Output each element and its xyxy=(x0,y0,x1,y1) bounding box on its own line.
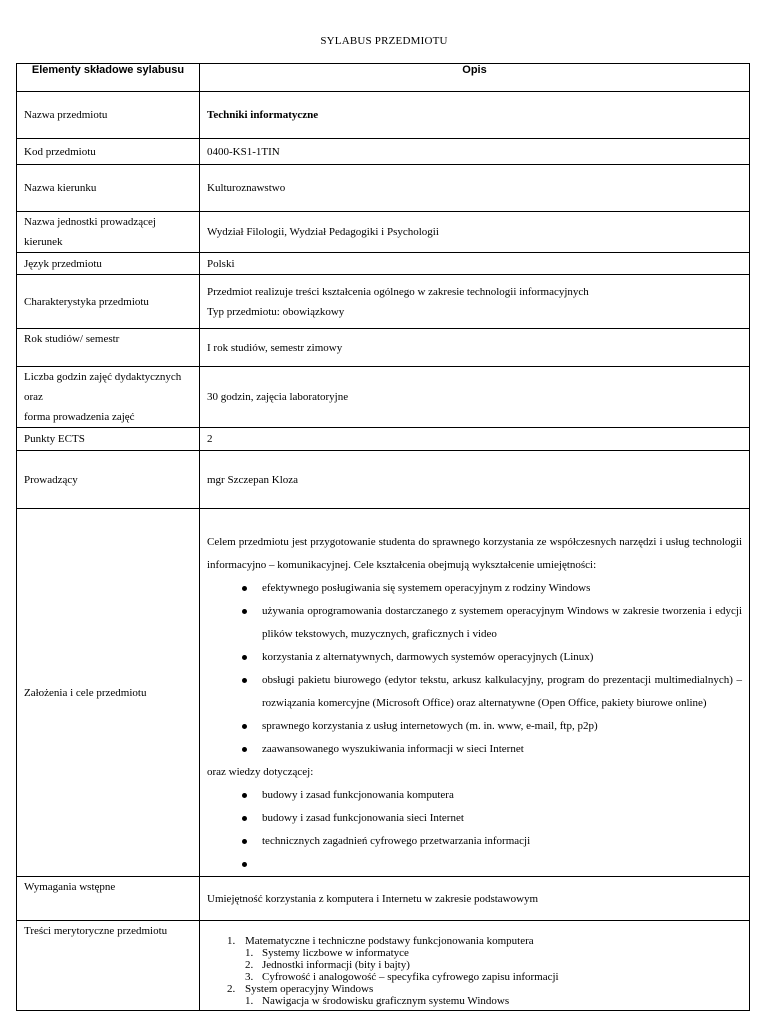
list-item: używania oprogramowania dostarczanego z systemem operacyjnym Windows w zakresie tworzenia i edycji plików tekstowych, muzycznych, graficznych i video xyxy=(242,600,742,646)
unit-label-line2: kierunek xyxy=(24,236,63,248)
value-cell xyxy=(200,165,750,212)
label-cell xyxy=(17,139,200,165)
characteristics-value-line2: Typ przedmiotu: obowiązkowy xyxy=(207,305,345,318)
table-header-row xyxy=(17,64,750,92)
list-item: budowy i zasad funkcjonowania komputera xyxy=(242,784,742,807)
list-item: obsługi pakietu biurowego (edytor tekstu, arkusz kalkulacyjny, program do prezentacji multimedialnych) – rozwiązania komercyjne (Microsoft Office) oraz alternatywne (Open Office, pakiety biurowe online) xyxy=(242,669,742,715)
row-prerequisites xyxy=(17,877,750,921)
unit-value: Wydział Filologii, Wydział Pedagogiki i Psychologii xyxy=(207,226,439,238)
subtopic-number: 3. xyxy=(245,971,254,983)
subtopics-list xyxy=(227,947,749,983)
subtopic-text: Jednostki informacji (bity i bajty) xyxy=(262,959,410,971)
label-cell xyxy=(17,921,200,1011)
value-cell xyxy=(200,329,750,367)
year-semester-label: Rok studiów/ semestr xyxy=(24,333,120,345)
value-cell xyxy=(200,921,750,1011)
language-value: Polski xyxy=(207,257,235,270)
value-cell xyxy=(200,212,750,253)
label-cell xyxy=(17,367,200,428)
label-cell xyxy=(17,428,200,451)
hours-label-line3: forma prowadzenia zajęć xyxy=(24,411,135,423)
list-item: technicznych zagadnień cyfrowego przetwarzania informacji xyxy=(242,830,742,853)
hours-value: 30 godzin, zajęcia laboratoryjne xyxy=(207,391,349,403)
course-name-value: Techniki informatyczne xyxy=(207,109,319,121)
course-name-label: Nazwa przedmiotu xyxy=(24,109,108,121)
label-cell xyxy=(17,509,200,877)
lecturer-label: Prowadzący xyxy=(24,473,78,486)
field-of-study-label: Nazwa kierunku xyxy=(24,182,97,194)
row-ects xyxy=(17,428,750,451)
value-cell xyxy=(200,509,750,877)
row-characteristics xyxy=(17,275,750,329)
list-item xyxy=(242,853,742,876)
label-cell xyxy=(17,165,200,212)
value-cell xyxy=(200,451,750,509)
ects-value: 2 xyxy=(207,433,213,445)
list-item xyxy=(245,971,749,983)
row-lecturer xyxy=(17,451,750,509)
row-content xyxy=(17,921,750,1011)
label-cell xyxy=(17,877,200,921)
field-of-study-value: Kulturoznawstwo xyxy=(207,182,286,194)
list-item: efektywnego posługiwania się systemem operacyjnym z rodziny Windows xyxy=(242,577,742,600)
value-cell xyxy=(200,275,750,329)
subtopics-list xyxy=(227,995,749,1007)
topic-text: Matematyczne i techniczne podstawy funkcjonowania komputera xyxy=(245,935,534,947)
list-item xyxy=(245,959,749,971)
value-cell xyxy=(200,139,750,165)
goals-intro: Celem przedmiotu jest przygotowanie studenta do sprawnego korzystania ze współczesnych narzędzi i usług technologii informacyjno – komunikacyjnej. Cele kształcenia obejmują wykształcenie umiejętności: xyxy=(207,536,742,571)
course-code-value: 0400-KS1-1TIN xyxy=(207,145,280,158)
list-item xyxy=(227,983,749,1007)
label-cell xyxy=(17,92,200,139)
label-cell xyxy=(17,329,200,367)
label-cell xyxy=(17,275,200,329)
list-item: korzystania z alternatywnych, darmowych systemów operacyjnych (Linux) xyxy=(242,646,742,669)
content-label: Treści merytoryczne przedmiotu xyxy=(24,925,168,937)
value-cell xyxy=(200,92,750,139)
column-header-elements: Elementy składowe sylabusu xyxy=(17,64,200,92)
value-cell xyxy=(200,367,750,428)
hours-label-line1: Liczba godzin zajęć dydaktycznych xyxy=(24,371,182,383)
list-item: budowy i zasad funkcjonowania sieci Internet xyxy=(242,807,742,830)
row-goals xyxy=(17,509,750,877)
list-item: zaawansowanego wyszukiwania informacji w sieci Internet xyxy=(242,738,742,761)
subtopic-text: Cyfrowość i analogowość – specyfika cyfrowego zapisu informacji xyxy=(262,971,559,983)
subtopic-number: 1. xyxy=(245,995,254,1007)
row-hours xyxy=(17,367,750,428)
subtopic-number: 2. xyxy=(245,959,254,971)
column-header-description: Opis xyxy=(200,64,750,92)
year-semester-value: I rok studiów, semestr zimowy xyxy=(207,341,343,354)
value-cell xyxy=(200,428,750,451)
label-cell xyxy=(17,451,200,509)
subtopic-number: 1. xyxy=(245,947,254,959)
topic-text: System operacyjny Windows xyxy=(245,983,374,995)
subtopic-text: Systemy liczbowe w informatyce xyxy=(262,947,409,959)
knowledge-intro: oraz wiedzy dotyczącej: xyxy=(207,766,314,778)
characteristics-label: Charakterystyka przedmiotu xyxy=(24,295,149,308)
ects-label: Punkty ECTS xyxy=(24,433,85,445)
prerequisites-value: Umiejętność korzystania z komputera i Internetu w zakresie podstawowym xyxy=(207,892,539,905)
row-field-of-study xyxy=(17,165,750,212)
language-label: Język przedmiotu xyxy=(24,257,102,270)
list-item xyxy=(227,935,749,983)
topic-number: 2. xyxy=(227,983,236,995)
value-cell xyxy=(200,253,750,275)
list-item: sprawnego korzystania z usług internetowych (m. in. www, e-mail, ftp, p2p) xyxy=(242,715,742,738)
hours-label-line2: oraz xyxy=(24,391,43,403)
label-cell xyxy=(17,253,200,275)
row-language xyxy=(17,253,750,275)
value-cell xyxy=(200,877,750,921)
subtopic-text: Nawigacja w środowisku graficznym systemu Windows xyxy=(262,995,510,1007)
row-year-semester xyxy=(17,329,750,367)
unit-label-line1: Nazwa jednostki prowadzącej xyxy=(24,216,156,228)
document-title: SYLABUS PRZEDMIOTU xyxy=(320,35,448,47)
knowledge-list xyxy=(200,784,749,876)
prerequisites-label: Wymagania wstępne xyxy=(24,881,116,893)
lecturer-value: mgr Szczepan Kloza xyxy=(207,473,299,486)
characteristics-value-line1: Przedmiot realizuje treści kształcenia ogólnego w zakresie technologii informacyjnych xyxy=(207,285,589,298)
list-item xyxy=(245,995,749,1007)
list-item xyxy=(245,947,749,959)
row-unit xyxy=(17,212,750,253)
topics-list xyxy=(200,935,749,1007)
course-code-label: Kod przedmiotu xyxy=(24,145,96,158)
syllabus-table xyxy=(16,63,750,1011)
topic-number: 1. xyxy=(227,935,236,947)
row-course-code xyxy=(17,139,750,165)
row-course-name xyxy=(17,92,750,139)
goals-label: Założenia i cele przedmiotu xyxy=(24,686,147,699)
skills-list xyxy=(200,577,749,761)
label-cell xyxy=(17,212,200,253)
